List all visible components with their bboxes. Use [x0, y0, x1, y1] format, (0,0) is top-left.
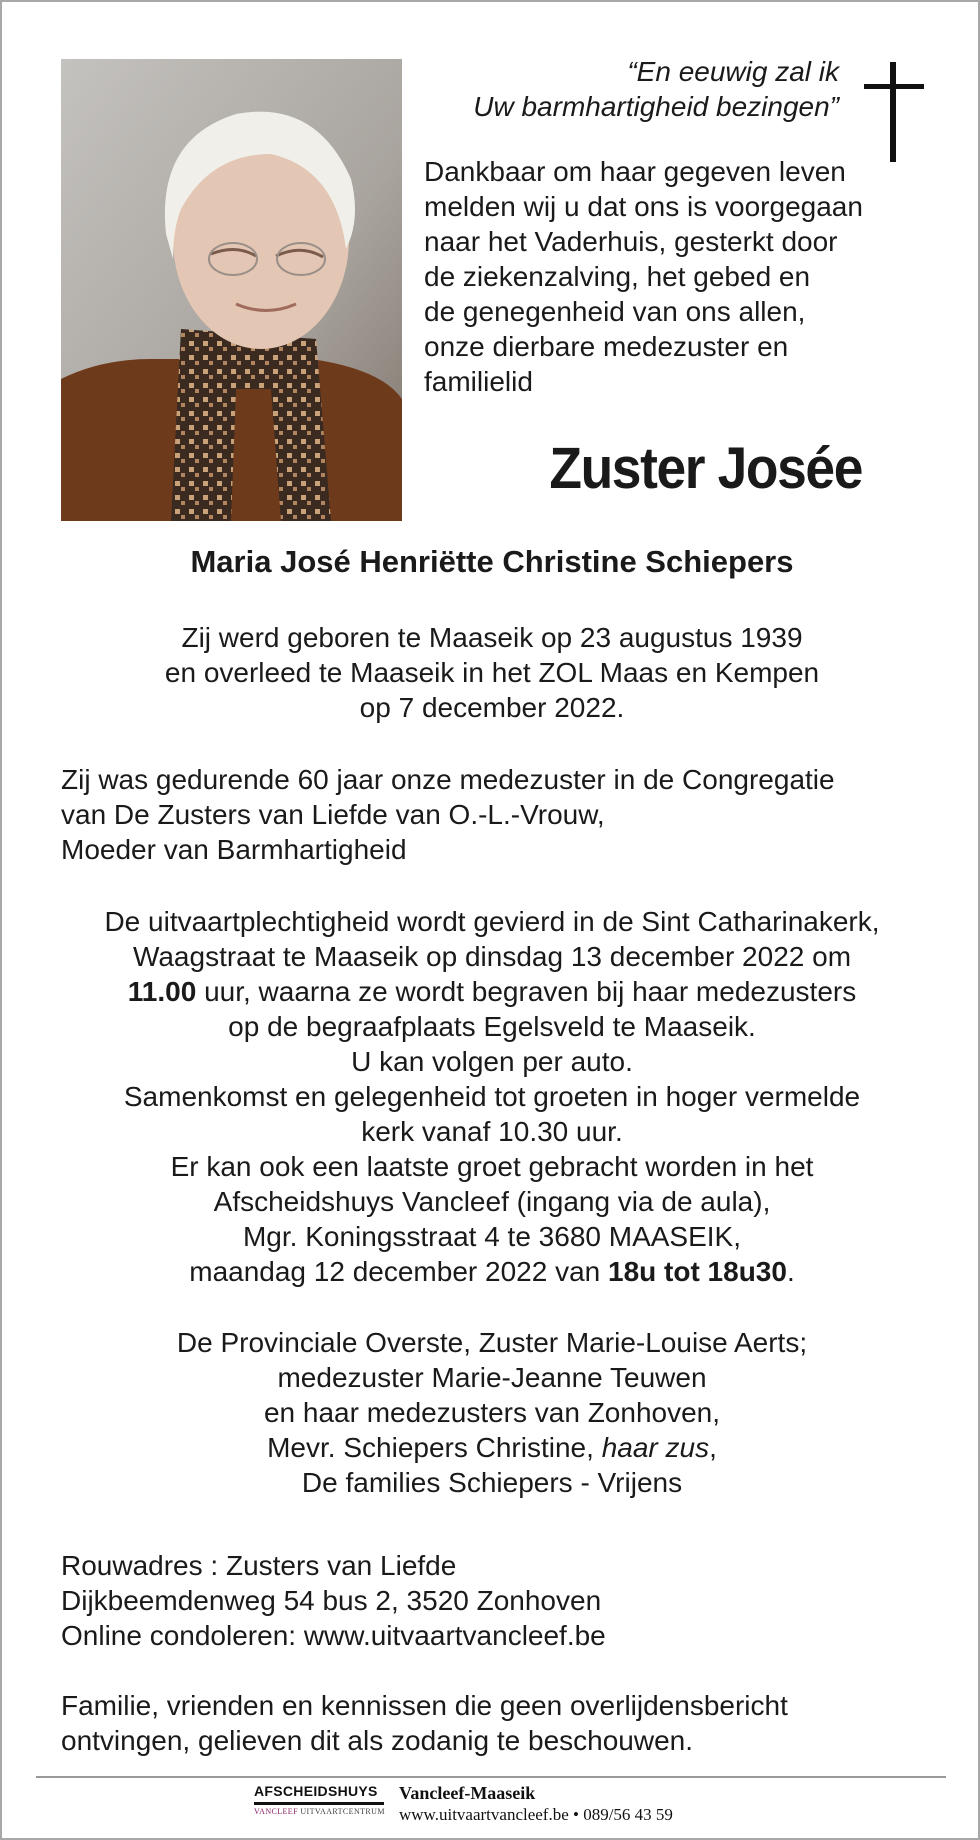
deceased-name: Zuster Josée — [549, 436, 862, 501]
family-line — [42, 1430, 942, 1465]
funeral-home-contact: www.uitvaartvancleef.be • 089/56 43 59 — [399, 1805, 673, 1824]
visit-time: 18u tot 18u30 — [608, 1256, 787, 1287]
funeral-line: Er kan ook een laatste groet gebracht worden in het — [170, 1151, 814, 1182]
portrait-photo — [61, 59, 402, 521]
family-text — [42, 1325, 942, 1500]
intro-line: de genegenheid van ons allen, — [424, 296, 806, 327]
quote-line: “En eeuwig zal ik — [627, 56, 839, 87]
family-line: medezuster Marie-Jeanne Teuwen — [277, 1362, 707, 1393]
intro-line: Dankbaar om haar gegeven leven — [424, 156, 846, 187]
notice-line: ontvingen, gelieven dit als zodanig te beschouwen. — [61, 1725, 693, 1756]
funeral-line — [42, 1254, 942, 1289]
sister-end: , — [709, 1432, 717, 1463]
intro-line: naar het Vaderhuis, gesterkt door — [424, 226, 838, 257]
quote — [402, 54, 839, 124]
birth-line: op 7 december 2022. — [359, 692, 625, 723]
address-line: Rouwadres : Zusters van Liefde — [61, 1550, 457, 1581]
visit-end: . — [786, 1256, 795, 1287]
address-text — [61, 1548, 941, 1653]
funeral-line: Samenkomst en gelegenheid tot groeten in hoger vermelde — [123, 1081, 861, 1112]
logo-subtitle — [254, 1807, 384, 1817]
sister-name: Mevr. Schiepers Christine, — [267, 1432, 602, 1463]
intro-line: onze dierbare medezuster en — [424, 331, 789, 362]
congregation-text — [61, 762, 941, 867]
family-line: De families Schiepers - Vrijens — [301, 1467, 683, 1498]
congregation-line: Zij was gedurende 60 jaar onze medezuster in de Congregatie — [61, 764, 835, 795]
funeral-line: U kan volgen per auto. — [351, 1046, 633, 1077]
logo-sub-left: VANCLEEF — [254, 1807, 298, 1816]
visit-date: maandag 12 december 2022 van — [189, 1256, 608, 1287]
funeral-home-logo — [254, 1782, 384, 1828]
funeral-line: kerk vanaf 10.30 uur. — [361, 1116, 623, 1147]
notice-line: Familie, vrienden en kennissen die geen overlijdensbericht — [61, 1690, 788, 1721]
intro-line: familielid — [424, 366, 533, 397]
funeral-home-info — [399, 1782, 819, 1826]
logo-bar — [254, 1802, 384, 1805]
funeral-line: op de begraafplaats Egelsveld te Maaseik. — [228, 1011, 756, 1042]
notice-text — [61, 1688, 941, 1758]
intro-line: melden wij u dat ons is voorgegaan — [424, 191, 863, 222]
portrait-illustration — [61, 59, 402, 521]
congregation-line: van De Zusters van Liefde van O.-L.-Vrouw, — [61, 799, 605, 830]
funeral-line: Afscheidshuys Vancleef (ingang via de aula), — [213, 1186, 771, 1217]
funeral-line: Waagstraat te Maaseik op dinsdag 13 december 2022 om — [132, 941, 852, 972]
quote-line: Uw barmhartigheid bezingen” — [473, 91, 839, 122]
congregation-line: Moeder van Barmhartigheid — [61, 834, 407, 865]
funeral-line: De uitvaartplechtigheid wordt gevierd in de Sint Catharinakerk, — [104, 906, 880, 937]
cross-icon — [864, 62, 924, 162]
funeral-home-name: Vancleef-Maaseik — [399, 1783, 536, 1803]
family-line: en haar medezusters van Zonhoven, — [263, 1397, 721, 1428]
intro-text — [424, 154, 924, 399]
birth-death-text — [42, 620, 942, 725]
sister-relation: haar zus — [601, 1432, 710, 1463]
family-line: De Provinciale Overste, Zuster Marie-Louise Aerts; — [176, 1327, 808, 1358]
birth-line: Zij werd geboren te Maaseik op 23 augustus 1939 — [181, 622, 803, 653]
funeral-line-rest: uur, waarna ze wordt begraven bij haar medezusters — [196, 976, 857, 1007]
funeral-text — [42, 904, 942, 1289]
funeral-line: Mgr. Koningsstraat 4 te 3680 MAASEIK, — [242, 1221, 742, 1252]
logo-title: AFSCHEIDSHUYS — [254, 1783, 378, 1799]
funeral-time: 11.00 — [127, 976, 197, 1007]
funeral-line — [42, 974, 942, 1009]
birth-line: en overleed te Maaseik in het ZOL Maas en Kempen — [164, 657, 820, 688]
address-line: Dijkbeemdenweg 54 bus 2, 3520 Zonhoven — [61, 1585, 602, 1616]
address-line: Online condoleren: www.uitvaartvancleef.be — [61, 1620, 606, 1651]
full-name: Maria José Henriëtte Christine Schiepers — [190, 544, 794, 579]
logo-sub-right: UITVAARTCENTRUM — [300, 1807, 385, 1816]
footer-divider — [36, 1776, 946, 1778]
intro-line: de ziekenzalving, het gebed en — [424, 261, 811, 292]
